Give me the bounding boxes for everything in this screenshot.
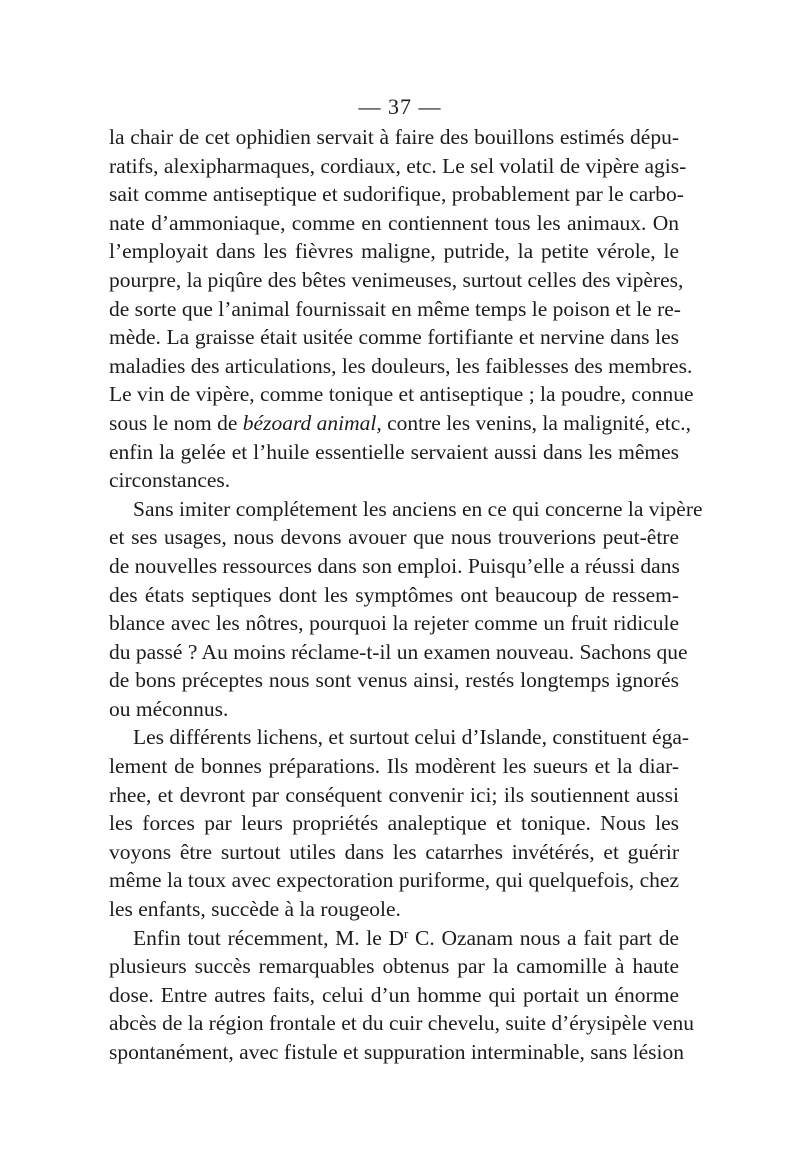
paragraph-3 <box>109 723 690 923</box>
text-line: abcès de la région frontale et du cuir chevelu, suite d’érysipèle venu <box>109 1011 695 1036</box>
text-line: des états septiques dont les symptômes ont beaucoup de ressem- <box>109 582 679 607</box>
page-number: — 37 — <box>358 94 442 119</box>
text-line: la chair de cet ophidien servait à faire des bouillons estimés dépu- <box>109 125 679 149</box>
paragraph-2 <box>109 495 703 724</box>
text-line: sait comme antiseptique et sudorifique, probablement par le carbo- <box>109 182 684 207</box>
text-span: Enfin tout récemment, M. le D <box>133 925 405 950</box>
text-line: dose. Entre autres faits, celui d’un homme qui portait un énorme <box>109 982 679 1007</box>
text-line: plusieurs succès remarquables obtenus par la camomille à haute <box>109 954 679 979</box>
text-line-with-superscript <box>109 924 679 953</box>
text-line: lement de bonnes préparations. Ils modèrent les sueurs et la diar- <box>109 754 679 779</box>
text-line: ratifs, alexipharmaques, cordiaux, etc. Le sel volatil de vipère agis- <box>109 153 687 178</box>
text-line: Sans imiter complétement les anciens en ce qui concerne la vipère <box>133 496 703 521</box>
text-line: rhee, et devront par conséquent convenir ici; ils soutiennent aussi <box>109 782 679 807</box>
text-line: et ses usages, nous devons avouer que nous trouverions peut-être <box>109 525 679 550</box>
text-line: nate d’ammoniaque, comme en contiennent tous les animaux. On <box>109 210 679 235</box>
text-span: C. Ozanam nous a fait part de <box>408 925 680 950</box>
page-body <box>109 123 703 1067</box>
text-line: du passé ? Au moins réclame-t-il un examen nouveau. Sachons que <box>109 639 688 664</box>
text-line: mède. La graisse était usitée comme fortifiante et nervine dans les <box>109 325 679 350</box>
text-line: ou méconnus. <box>109 696 229 721</box>
text-line: pourpre, la piqûre des bêtes venimeuses, surtout celles des vipères, <box>109 267 684 292</box>
paragraph-1 <box>109 123 694 495</box>
text-line: l’employait dans les fièvres maligne, putride, la petite vérole, le <box>109 239 679 264</box>
text-line: de bons préceptes nous sont venus ainsi, restés longtemps ignorés <box>109 668 679 693</box>
text-span: contre les venins, la malignité, etc., <box>381 410 691 435</box>
text-span: sous le nom de <box>109 410 243 435</box>
text-line: même la toux avec expectoration puriforme, qui quelquefois, chez <box>109 868 679 893</box>
text-line: spontanément, avec fistule et suppuration interminable, sans lésion <box>109 1040 684 1064</box>
paragraph-4 <box>109 924 695 1067</box>
text-line: Les différents lichens, et surtout celui d’Islande, constituent éga- <box>133 725 690 750</box>
text-line-with-italic <box>109 409 691 438</box>
text-line: les forces par leurs propriétés analeptique et tonique. Nous les <box>109 811 679 836</box>
text-line: les enfants, succède à la rougeole. <box>109 897 401 922</box>
text-line: enfin la gelée et l’huile essentielle servaient aussi dans les mêmes <box>109 439 679 464</box>
italic-term: bézoard animal, <box>242 410 382 435</box>
text-line: de nouvelles ressources dans son emploi. Puisqu’elle a réussi dans <box>109 553 680 578</box>
text-line: blance avec les nôtres, pourquoi la rejeter comme un fruit ridicule <box>109 611 679 636</box>
text-line: circonstances. <box>109 468 231 493</box>
superscript: r <box>404 925 409 941</box>
text-line: voyons être surtout utiles dans les catarrhes invétérés, et guérir <box>109 839 679 864</box>
text-line: Le vin de vipère, comme tonique et antiseptique ; la poudre, connue <box>109 382 694 407</box>
text-line: de sorte que l’animal fournissait en même temps le poison et le re- <box>109 296 681 321</box>
text-line: maladies des articulations, les douleurs, les faiblesses des membres. <box>109 353 693 378</box>
